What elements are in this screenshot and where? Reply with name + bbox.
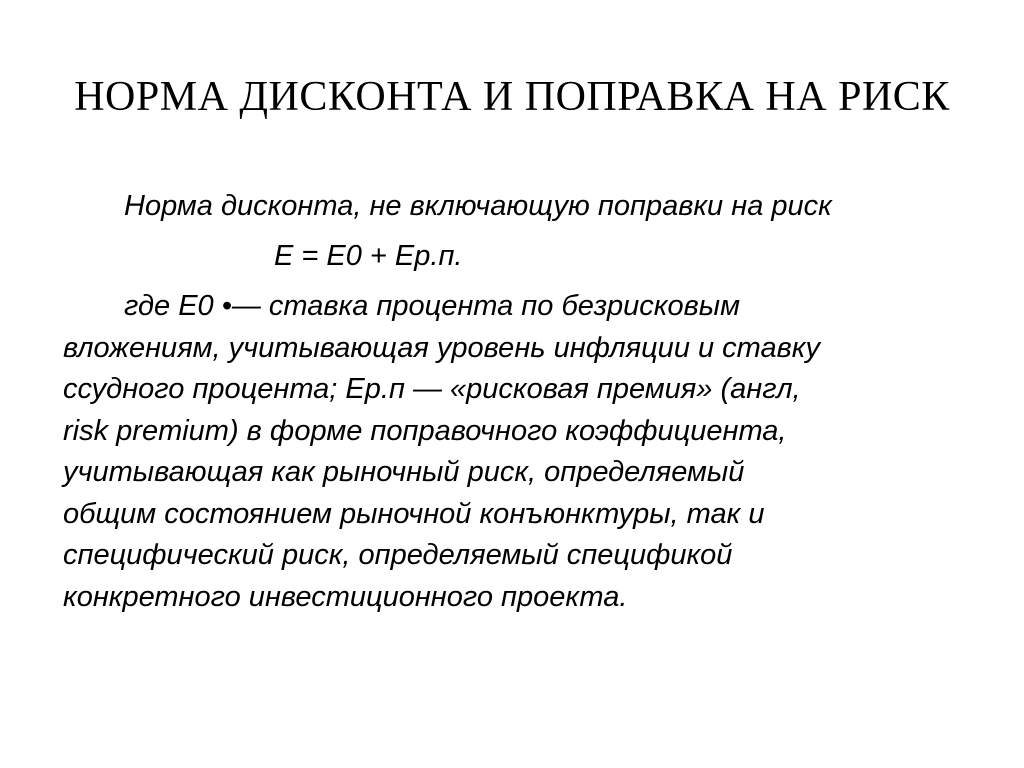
definition-line: risk premium) в форме поправочного коэффициента, — [63, 414, 787, 447]
formula: Е = Е0 + Ер.п. — [274, 240, 463, 272]
definition-line: учитывающая как рыночный риск, определяемый — [63, 456, 745, 488]
definition-line: где Е0 •— ставка процента по безрисковым — [124, 290, 740, 322]
definition-line: ссудного процента; Ер.п — «рисковая премия» (англ, — [63, 373, 801, 405]
definition-line: вложениям, учитывающая уровень инфляции и ставку — [63, 331, 820, 364]
definition-line: конкретного инвестиционного проекта. — [63, 580, 628, 613]
definition-line: общим состоянием рыночной конъюнктуры, так и — [63, 497, 765, 530]
definition-paragraph — [63, 286, 973, 618]
intro-text: Норма дисконта, не включающую поправки на риск — [124, 190, 832, 222]
slide-title: НОРМА ДИСКОНТА И ПОПРАВКА НА РИСК — [74, 74, 950, 120]
definition-line: специфический риск, определяемый спецификой — [63, 539, 733, 571]
